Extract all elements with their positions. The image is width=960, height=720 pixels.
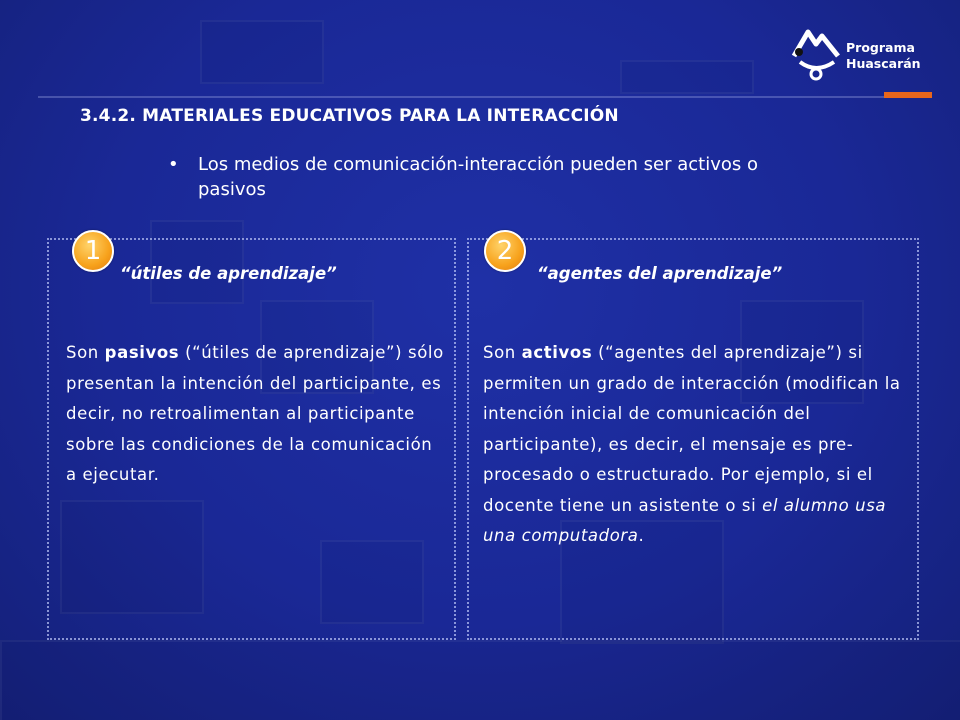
text-run: Son xyxy=(483,343,522,362)
panel-text-1 xyxy=(66,338,446,491)
number-badge-2: 2 xyxy=(484,230,526,272)
text-run: (“agentes del aprendizaje”) si permiten un grado de interacción (modifican la intención inicial de comunicación del participante), es decir, el mensaje es pre-procesado o estructurado. Por ejemplo, si el docente tiene un asistente o si xyxy=(483,343,901,515)
page-title: 3.4.2. MATERIALES EDUCATIVOS PARA LA INTERACCIÓN xyxy=(80,106,619,126)
mountain-logo-icon xyxy=(790,22,842,82)
logo-line-2: Huascarán xyxy=(846,56,921,71)
text-run: el alumno usa una computadora xyxy=(483,495,887,545)
bullet-text: Los medios de comunicación-interacción pueden ser activos o pasivos xyxy=(198,154,758,200)
text-run: activos xyxy=(521,343,593,362)
bg-square xyxy=(200,20,324,84)
logo-text xyxy=(846,40,921,72)
logo-line-1: Programa xyxy=(846,40,915,55)
text-run: (“útiles de aprendizaje”) sólo presentan la intención del participante, es decir, no retroalimentan al participante sobre las condiciones de la comunicación a ejecutar. xyxy=(66,343,444,484)
text-run: . xyxy=(638,526,645,545)
bg-square xyxy=(620,60,754,94)
accent-bar xyxy=(884,92,932,98)
header-divider xyxy=(38,96,930,98)
panel-title-1: “útiles de aprendizaje” xyxy=(120,264,337,283)
bullet-item xyxy=(168,152,768,202)
bg-square xyxy=(0,640,960,720)
panel-text-2 xyxy=(483,338,908,552)
panel-title-2: “agentes del aprendizaje” xyxy=(537,264,783,283)
text-run: Son xyxy=(66,343,105,362)
text-run: pasivos xyxy=(104,343,180,362)
logo xyxy=(790,22,940,86)
bullet-icon: • xyxy=(168,154,179,175)
number-badge-1: 1 xyxy=(72,230,114,272)
